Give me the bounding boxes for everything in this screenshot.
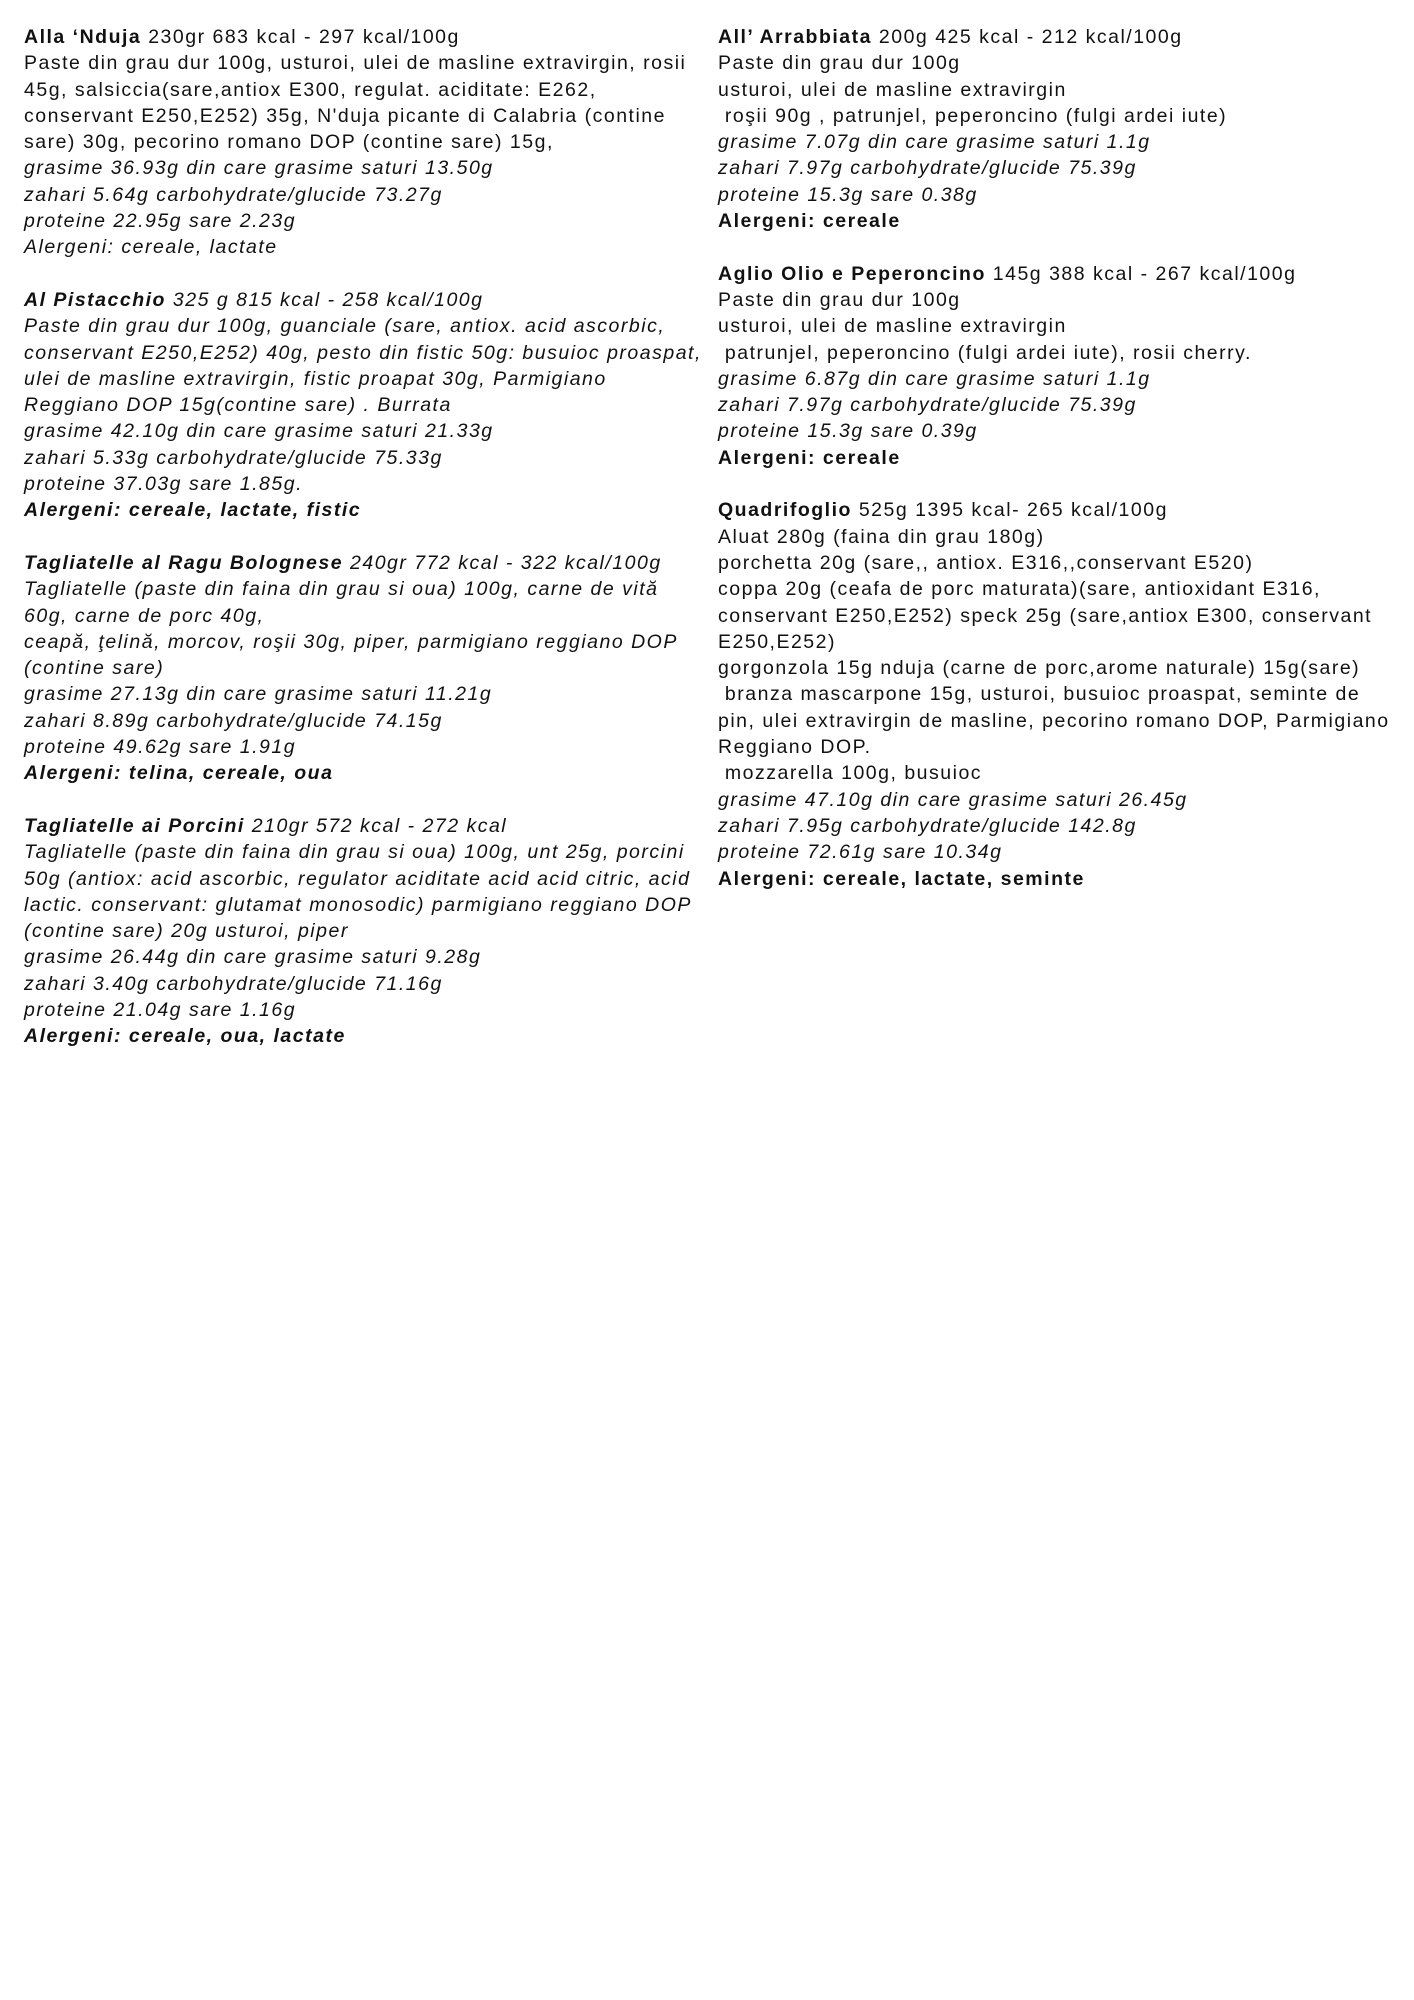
- dish-name: Tagliatelle ai Porcini: [24, 814, 245, 837]
- dish-protein: proteine 49.62g sare 1.91g: [24, 736, 297, 759]
- dish-protein: proteine 37.03g sare 1.85g.: [24, 473, 304, 496]
- dish-ingredients: Paste din grau dur 100g, usturoi, ulei de masline extravirgin, rosii 45g, salsiccia(sare,antiox E300, regulat. aciditate: E262, conservant E250,E252) 35g, N'duja picante di Calabria (contine sare) 30g, pecorino romano DOP (contine sare) 15g,: [24, 52, 687, 154]
- dish-ingredient-line: porchetta 20g (sare,, antiox. E316,,conservant E520): [718, 551, 1254, 574]
- dish-weight-kcal: 145g 388 kcal - 267 kcal/100g: [985, 262, 1297, 285]
- dish-carbs: zahari 5.64g carbohydrate/glucide 73.27g: [24, 183, 443, 206]
- dish-all-arrabbiata: [718, 24, 1398, 234]
- dish-ingredient-line: Aluat 280g (faina din grau 180g): [718, 525, 1045, 548]
- dish-fat: grasime 7.07g din care grasime saturi 1.1g: [718, 131, 1151, 154]
- dish-header: [718, 261, 1398, 287]
- dish-fat: grasime 47.10g din care grasime saturi 26.45g: [718, 788, 1188, 811]
- dish-ingredient-line: coppa 20g (ceafa de porc maturata)(sare, antioxidant E316, conservant E250,E252) speck 25g (sare,antiox E300, conservant E250,E252): [718, 578, 1373, 653]
- dish-ingredient-line: Paste din grau dur 100g: [718, 288, 961, 311]
- dish-carbs: zahari 7.97g carbohydrate/glucide 75.39g: [718, 394, 1137, 417]
- dish-carbs: zahari 5.33g carbohydrate/glucide 75.33g: [24, 446, 443, 469]
- dish-carbs: zahari 3.40g carbohydrate/glucide 71.16g: [24, 972, 443, 995]
- dish-carbs: zahari 8.89g carbohydrate/glucide 74.15g: [24, 709, 443, 732]
- dish-weight-kcal: 210gr 572 kcal - 272 kcal: [244, 814, 508, 837]
- dish-ingredient-line: gorgonzola 15g nduja (carne de porc,arome naturale) 15g(sare): [718, 657, 1361, 680]
- dish-weight-kcal: 200g 425 kcal - 212 kcal/100g: [871, 26, 1183, 48]
- dish-al-pistacchio: [24, 287, 709, 524]
- dish-name: Alla ‘Nduja: [24, 26, 142, 48]
- dish-ingredient-line: usturoi, ulei de masline extravirgin: [718, 78, 1067, 101]
- dish-tagliatelle-bolognese: [24, 550, 709, 787]
- dish-weight-kcal: 230gr 683 kcal - 297 kcal/100g: [141, 26, 460, 48]
- dish-fat: grasime 36.93g din care grasime saturi 13.50g: [24, 157, 494, 180]
- dish-fat: grasime 6.87g din care grasime saturi 1.1g: [718, 367, 1151, 390]
- dish-protein: proteine 21.04g sare 1.16g: [24, 998, 297, 1021]
- dish-ingredients: ceapă, ţelină, morcov, roşii 30g, piper, parmigiano reggiano DOP (contine sare): [24, 630, 678, 680]
- dish-header: [24, 287, 709, 313]
- dish-allergens: Alergeni: cereale, lactate, seminte: [718, 867, 1085, 890]
- dish-carbs: zahari 7.97g carbohydrate/glucide 75.39g: [718, 157, 1137, 180]
- dish-ingredient-line: mozzarella 100g, busuioc: [718, 762, 983, 785]
- dish-header: [24, 813, 709, 839]
- dish-header: [24, 550, 709, 629]
- dish-aglio-olio-peperoncino: [718, 261, 1398, 471]
- dish-weight-kcal: 525g 1395 kcal- 265 kcal/100g: [851, 499, 1168, 522]
- dish-ingredient-line: patrunjel, peperoncino (fulgi ardei iute), rosii cherry.: [718, 341, 1252, 364]
- dish-ingredient-line: Paste din grau dur 100g: [718, 52, 961, 75]
- dish-ingredient-line: roşii 90g , patrunjel, peperoncino (fulgi ardei iute): [718, 104, 1228, 127]
- dish-allergens: Alergeni: cereale, lactate: [24, 236, 278, 259]
- dish-ingredient-line: branza mascarpone 15g, usturoi, busuioc proaspat, seminte de pin, ulei extravirgin de masline, pecorino romano DOP, Parmigiano Reggiano DOP.: [718, 683, 1397, 759]
- dish-protein: proteine 15.3g sare 0.38g: [718, 183, 978, 206]
- dish-protein: proteine 15.3g sare 0.39g: [718, 420, 978, 443]
- dish-quadrifoglio: [718, 497, 1398, 891]
- dish-allergens: Alergeni: telina, cereale, oua: [24, 762, 334, 785]
- dish-protein: proteine 72.61g sare 10.34g: [718, 841, 1003, 864]
- dish-name: Aglio Olio e Peperoncino: [718, 262, 986, 285]
- dish-header: [718, 497, 1398, 523]
- dish-allergens: Alergeni: cereale, oua, lactate: [24, 1025, 346, 1048]
- dish-ingredients: Paste din grau dur 100g, guanciale (sare, antiox. acid ascorbic, conservant E250,E252) 40g, pesto din fistic 50g: busuioc proaspat, ulei de masline extravirgin, fistic proapat 30g, Parmigiano Reggiano DOP 15g(contine sare) . Burrata: [24, 315, 702, 417]
- dish-protein: proteine 22.95g sare 2.23g: [24, 210, 297, 233]
- dish-weight-kcal: 325 g 815 kcal - 258 kcal/100g: [165, 288, 484, 311]
- dish-header: [718, 24, 1398, 50]
- dish-name: All’ Arrabbiata: [718, 26, 872, 48]
- right-column: [718, 24, 1398, 918]
- dish-ingredient-line: usturoi, ulei de masline extravirgin: [718, 315, 1067, 338]
- dish-weight-kcal: 240gr 772 kcal - 322 kcal/100g Tagliatelle (paste din faina din grau si oua) 100g, carne de vită 60g, carne de porc 40g,: [24, 551, 662, 627]
- dish-header: [24, 24, 709, 50]
- dish-allergens: Alergeni: cereale: [718, 210, 901, 233]
- dish-fat: grasime 26.44g din care grasime saturi 9.28g: [24, 946, 482, 969]
- dish-fat: grasime 42.10g din care grasime saturi 21.33g: [24, 420, 494, 443]
- dish-name: Al Pistacchio: [24, 288, 166, 311]
- dish-ingredients: Tagliatelle (paste din faina din grau si oua) 100g, unt 25g, porcini 50g (antiox: acid ascorbic, regulator aciditate acid acid citric, acid lactic. conservant: glutamat monosodic) parmigiano reggiano DOP (contine sare) 20g usturoi, piper: [24, 841, 692, 943]
- dish-allergens: Alergeni: cereale, lactate, fistic: [24, 499, 362, 522]
- dish-fat: grasime 27.13g din care grasime saturi 11.21g: [24, 683, 493, 706]
- dish-name: Tagliatelle al Ragu Bolognese: [24, 551, 344, 574]
- dish-carbs: zahari 7.95g carbohydrate/glucide 142.8g: [718, 814, 1137, 837]
- dish-name: Quadrifoglio: [718, 499, 852, 522]
- dish-allergens: Alergeni: cereale: [718, 446, 901, 469]
- dish-alla-nduja: [24, 24, 709, 261]
- dish-tagliatelle-porcini: [24, 813, 709, 1050]
- left-column: [24, 24, 709, 1076]
